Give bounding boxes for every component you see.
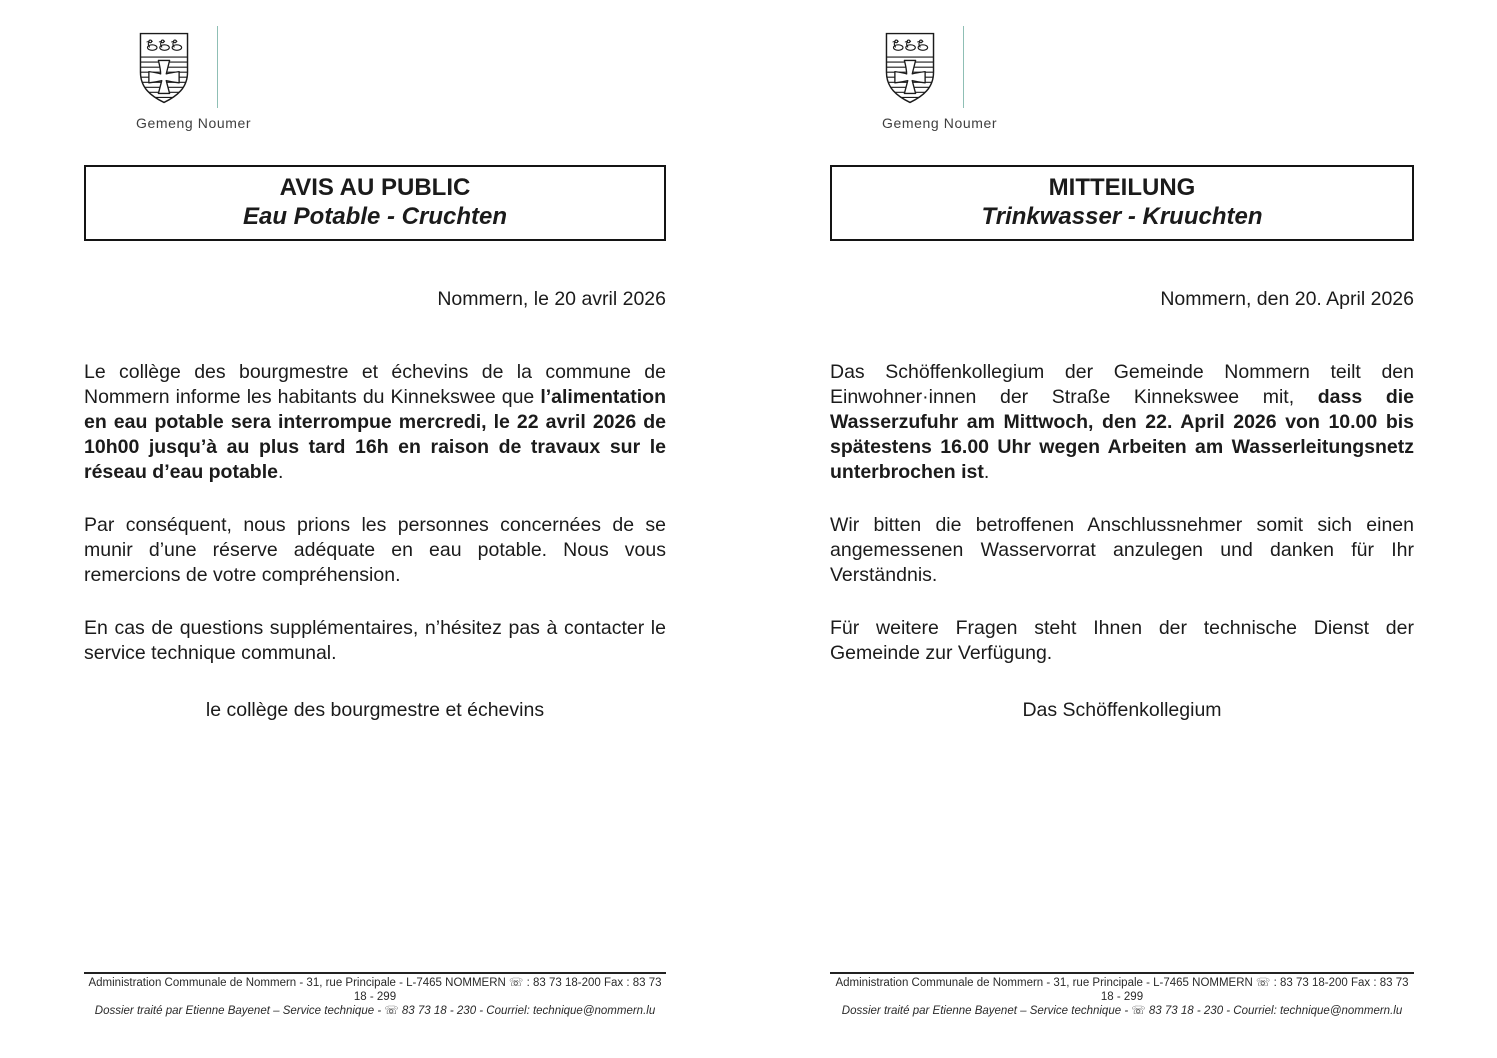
coat-of-arms-icon [136,30,192,106]
paragraph-text: Das Schöffenkollegium der Gemeinde Nommern teilt den Einwohner·innen der Straße Kinnekswee mit, [830,361,1414,408]
municipality-name: Gemeng Noumer [882,115,998,131]
paragraph-contact: Für weitere Fragen steht Ihnen der technische Dienst der Gemeinde zur Verfügung. [830,617,1414,664]
paragraph-announcement [84,360,666,485]
paragraph-text: . [277,461,284,483]
footer-address-line: Administration Communale de Nommern - 31, rue Principale - L-7465 NOMMERN ☏ : 83 73 18-200 Fax : 83 73 18 - 299 [88,977,662,1003]
notice-title-box [830,165,1414,241]
paragraph-advice: Par conséquent, nous prions les personnes concernées de se munir d’une réserve adéquate en eau potable. Nous vous remercions de votre compréhension. [84,514,666,586]
footer-address-line: Administration Communale de Nommern - 31, rue Principale - L-7465 NOMMERN ☏ : 83 73 18-200 Fax : 83 73 18 - 299 [835,977,1409,1003]
page-footer [84,972,666,1018]
paragraph-text-bold: l’alimentation en eau potable sera interrompue mercredi, le 22 avril 2026 de 10h00 jusqu’à au plus tard 16h en raison de travaux sur le réseau d’eau potable [84,386,666,483]
page-footer [830,972,1414,1018]
paragraph-announcement [830,360,1414,485]
scan-artifact-line [963,26,964,108]
notice-subtitle: Trinkwasser - Kruuchten [981,203,1263,230]
notice-page-french [84,0,666,1058]
paragraph-text-bold: dass die Wasserzufuhr am Mittwoch, den 22. April 2026 von 10.00 bis spätestens 16.00 Uhr wegen Arbeiten am Wasserleitungsnetz unterbrochen ist [830,386,1414,483]
notice-page-german [830,0,1414,1058]
notice-subtitle: Eau Potable - Cruchten [242,203,508,230]
paragraph-contact: En cas de questions supplémentaires, n’hésitez pas à contacter le service technique communal. [84,617,666,664]
paragraph-advice: Wir bitten die betroffenen Anschlussnehmer somit sich einen angemessenen Wasservorrat anzulegen und danken für Ihr Verständnis. [830,514,1414,586]
footer-contact-line: Dossier traité par Etienne Bayenet – Service technique - ☏ 83 73 18 - 230 - Courriel: technique@nommern.lu [841,1005,1403,1017]
paragraph-text: Le collège des bourgmestre et échevins de la commune de Nommern informe les habitants du Kinnekswee que [84,361,666,408]
notice-title-box [84,165,666,241]
notice-title: AVIS AU PUBLIC [279,174,471,201]
municipality-logo-block [882,30,1002,131]
date-line: Nommern, den 20. April 2026 [1160,288,1414,310]
date-line: Nommern, le 20 avril 2026 [437,288,666,310]
scan-artifact-line [217,26,218,108]
notice-body [830,360,1414,666]
notice-title: MITTEILUNG [1048,174,1196,201]
coat-of-arms-icon [882,30,938,106]
signature-line: Das Schöffenkollegium [1022,699,1222,721]
signature-line: le collège des bourgmestre et échevins [205,699,545,721]
footer-contact-line: Dossier traité par Etienne Bayenet – Service technique - ☏ 83 73 18 - 230 - Courriel: technique@nommern.lu [94,1005,656,1017]
municipality-logo-block [136,30,256,131]
notice-body [84,360,666,666]
municipality-name: Gemeng Noumer [136,115,252,131]
paragraph-text: . [983,461,990,483]
